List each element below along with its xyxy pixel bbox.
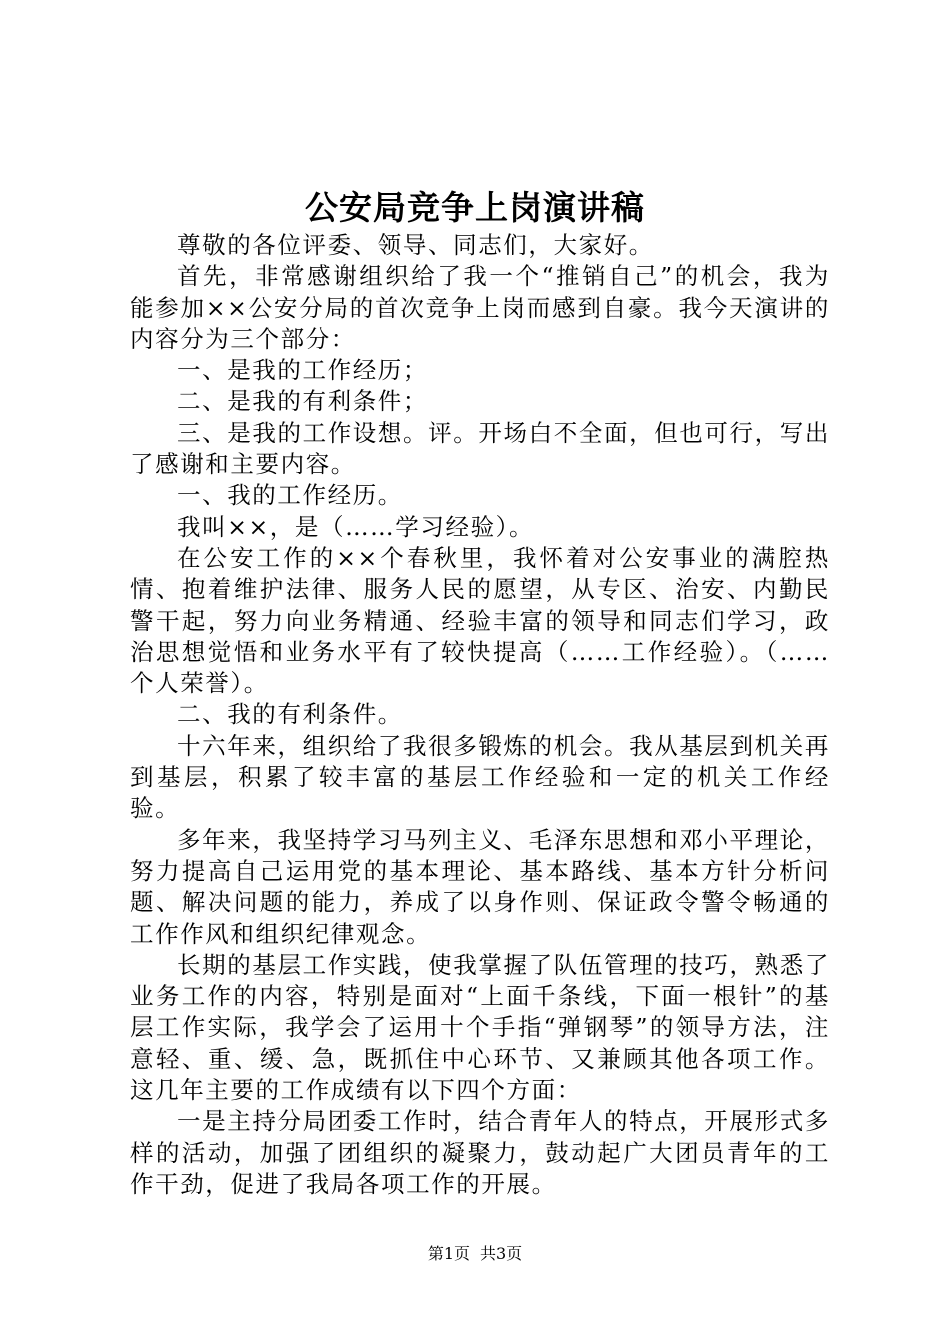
paragraph: 我叫××，是（……学习经验）。 — [177, 512, 535, 541]
paragraph: 一是主持分局团委工作时，结合青年人的特点，开展形式多样的活动，加强了团组织的凝聚力，鼓动起广大团员青年的工作干劲，促进了我局各项工作的开展。 — [130, 1107, 830, 1198]
paragraph: 在公安工作的××个春秋里，我怀着对公安事业的满腔热情、抱着维护法律、服务人民的愿望，从专区、治安、内勤民警干起，努力向业务精通、经验丰富的领导和同志们学习，政治思想觉悟和业务水平有了较快提高（……工作经验）。（……个人荣誉）。 — [130, 543, 830, 698]
document-body — [130, 230, 830, 1200]
paragraph: 一、我的工作经历。 — [177, 481, 403, 510]
paragraph: 二、是我的有利条件； — [177, 387, 428, 416]
page-number: 第1页 — [427, 1244, 470, 1263]
document-title: 公安局竞争上岗演讲稿 — [305, 188, 645, 227]
paragraph: 长期的基层工作实践，使我掌握了队伍管理的技巧，熟悉了业务工作的内容，特别是面对“上面千条线，下面一根针”的基层工作实际，我学会了运用十个手指“弹钢琴”的领导方法，注意轻、重、缓、急，既抓住中心环节、又兼顾其他各项工作。这几年主要的工作成绩有以下四个方面： — [130, 950, 830, 1105]
page-total: 共3页 — [480, 1244, 523, 1263]
paragraph: 二、我的有利条件。 — [177, 700, 403, 729]
paragraph: 十六年来，组织给了我很多锻炼的机会。我从基层到机关再到基层，积累了较丰富的基层工作经验和一定的机关工作经验。 — [130, 731, 830, 823]
paragraph: 一、是我的工作经历； — [177, 356, 428, 385]
page-footer — [0, 1243, 950, 1265]
paragraph: 三、是我的工作设想。评。开场白不全面，但也可行，写出了感谢和主要内容。 — [130, 418, 830, 479]
paragraph: 首先，非常感谢组织给了我一个“推销自己”的机会，我为能参加××公安分局的首次竞争上岗而感到自豪。我今天演讲的内容分为三个部分： — [130, 262, 830, 353]
paragraph: 尊敬的各位评委、领导、同志们，大家好。 — [177, 231, 654, 259]
paragraph: 多年来，我坚持学习马列主义、毛泽东思想和邓小平理论，努力提高自己运用党的基本理论、基本路线、基本方针分析问题、解决问题的能力，养成了以身作则、保证政令警令畅通的工作作风和组织纪律观念。 — [130, 825, 830, 948]
